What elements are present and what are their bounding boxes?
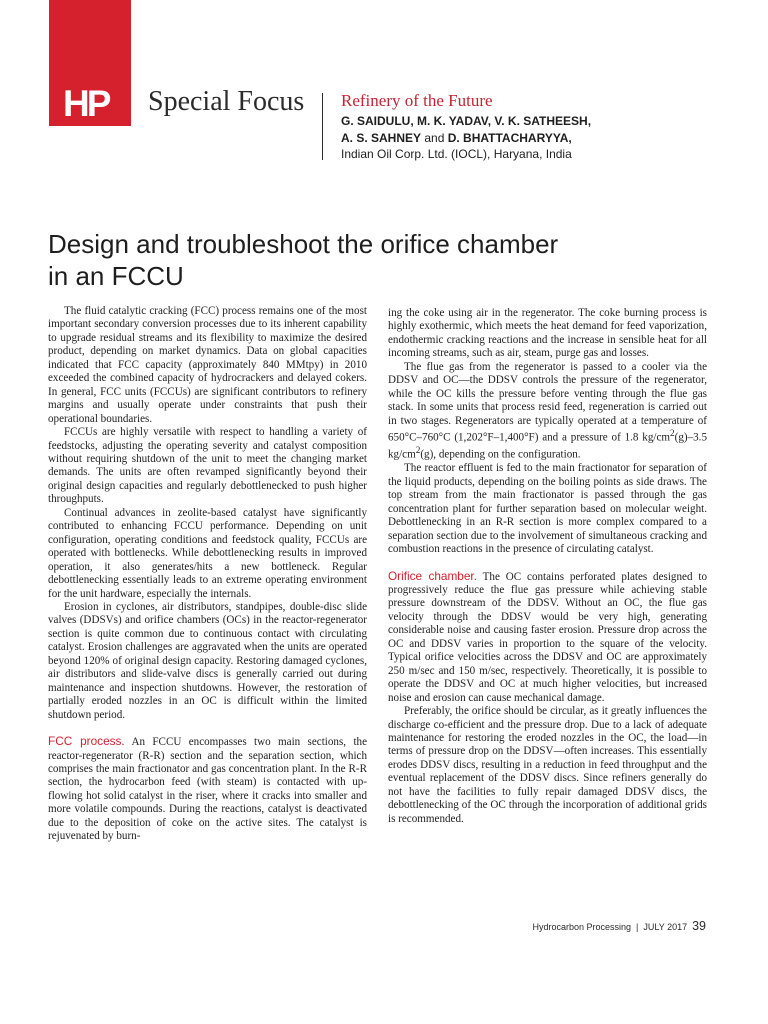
paragraph: ing the coke using air in the regenerator. The coke burning process is highly exothermic, which meets the heat demand for feed vaporization, endothermic cracking reactions and the increase in sensible heat for all incoming streams, such as air, steam, purge gas and losses.: [388, 307, 707, 360]
author-bhattacharyya: D. BHATTACHARYYA,: [447, 130, 572, 145]
superscript: 2: [415, 446, 421, 457]
paragraph: The fluid catalytic cracking (FCC) process remains one of the most important secondary conversion processes due to its inherent capability to upgrade residual streams and its flexibility to maximize the desired product, depending on market dynamics. Data on global capacities indicated that FCC capacity (approximately 840 MMtpy) in 2010 exceeded the combined capacity of hydrocrackers and delayed cokers. In general, FCC units (FCCUs) are significant contributors to refinery margins and usually operate under constraints that push their operational boundaries.: [48, 305, 367, 425]
special-focus-label: Special Focus: [148, 86, 305, 117]
paragraph: Preferably, the orifice should be circular, as it greatly influences the discharge co-efficient and the pressure drop. Due to a lack of adequate maintenance for restoring the eroded nozzles in the OC, the load—in terms of pressure drop on the DDSV—often increases. This essentially erodes DDSV discs, resulting in a reduction in feed throughput and the eventual replacement of the DDSV discs. Since refiners generally do not have the facilities to fully repair damaged DDSV discs, the debottlenecking of the OC through the incorporation of additional grids is recommended.: [388, 705, 707, 825]
text-run: (g)–3.5 kg/cm: [388, 431, 707, 461]
page-number: 39: [692, 919, 706, 933]
right-column: [388, 307, 707, 826]
text-run: (g), depending on the configuration.: [420, 448, 581, 461]
authors-line-2: [341, 130, 591, 147]
superscript: 2: [670, 429, 675, 440]
publication-name: Hydrocarbon Processing: [532, 922, 632, 932]
paragraph: Continual advances in zeolite-based catalyst have significantly contributed to enhancing FCCU performance. Depending on unit configuration, operating conditions and feedstock quality, FCCUs are operated with bottlenecks. While debottlenecking results in improved operation, it also generates/hits a new bottleneck. Regular debottlenecking essentially leads to an extreme operating environment for the unit hardware, especially the internals.: [48, 506, 367, 600]
authors-line-1: G. SAIDULU, M. K. YADAV, V. K. SATHEESH,: [341, 114, 592, 128]
text-run: The flue gas from the regenerator is passed to a cooler via the DDSV and OC—the DDSV controls the pressure of the regenerator, while the OC kills the pressure before venting through the flue gas stack. In some units that process resid feed, regeneration is carried out in two stages. Regenerators are typically operated at a temperature of 650°C–760°C (1,202°F–1,400°F) and a pressure of 1.8 kg/cm: [388, 360, 707, 444]
orifice-chamber-body: The OC contains perforated plates designed to progressively reduce the flue gas pressure while achieving stable pressure downstream of the DDSV. Without an OC, the flue gas velocity through the DDSV would be very high, generating considerable noise and causing faster erosion. Pressure drop across the OC and DDSV varies in proportion to the square of the velocity. Typical orifice velocities across the DDSV and OC are approximately 250 m/sec and 150 m/sec, respectively. Theoretically, it is possible to operate the DDSV and OC at much higher velocities, but increased noise and erosion can cause mechanical damage.: [388, 570, 707, 704]
fcc-process-paragraph: [48, 735, 367, 844]
header-divider: [322, 93, 323, 160]
fcc-process-heading: FCC process.: [48, 734, 125, 749]
page-footer: [532, 919, 706, 933]
title-line-2: in an FCCU: [48, 261, 184, 291]
paragraph: Erosion in cyclones, air distributors, standpipes, double-disc slide valves (DDSVs) and orifice chambers (OCs) in the reactor-regenerator section is quite common due to continuous contact with circulating catalyst. Erosion challenges are aggravated when the units are operated beyond 120% of original design capacity. Restoring damaged cyclones, air distributors and slide-valve discs is generally carried out during maintenance and inspection shutdowns. However, the restoration of partially eroded nozzles in an OC is difficult within the limited shutdown period.: [48, 600, 367, 721]
article-title: [48, 228, 728, 292]
paragraph: The reactor effluent is fed to the main fractionator for separation of the liquid products, depending on the boiling points as side draws. The top stream from the main fractionator is passed through the gas concentration plant for further separation based on molecular weight. Debottlenecking in an R-R section is more complex compared to a separation section due to the involvement of simultaneous cracking and combustion reactions in the presence of circulating catalyst.: [388, 462, 707, 556]
hp-logo-text: HP: [63, 83, 109, 124]
left-column: [48, 305, 367, 844]
orifice-chamber-paragraph: [388, 570, 707, 706]
author-conjunction: and: [421, 130, 448, 145]
title-line-1: Design and troubleshoot the orifice chamber: [48, 229, 559, 259]
paragraph: [388, 361, 707, 463]
fcc-process-body: An FCCU encompasses two main sections, the reactor-regenerator (R-R) section and the separation section, which comprises the main fractionator and gas concentration plant. In the R-R section, the hydrocarbon feed (with steam) is contacted with up-flowing hot solid catalyst in the riser, where it cracks into smaller and more volatile compounds. During the reactions, catalyst is deactivated due to the deposition of coke on the active sites. The catalyst is rejuvenated by burn-: [48, 736, 367, 843]
author-block: [341, 113, 591, 163]
paragraph: FCCUs are highly versatile with respect to handling a variety of feedstocks, adjusting the operating severity and catalyst composition without requiring shutdown of the unit to meet the changing market demands. The units are often revamped significantly beyond their original design capacities and regularly debottlenecked to push higher throughputs.: [48, 426, 367, 506]
footer-separator: |: [636, 922, 639, 932]
section-title: Refinery of the Future: [341, 91, 493, 110]
affiliation: Indian Oil Corp. Ltd. (IOCL), Haryana, India: [341, 147, 572, 161]
hp-logo: [49, 0, 131, 126]
orifice-chamber-heading: Orifice chamber.: [388, 568, 477, 583]
author-sahney: A. S. SAHNEY: [341, 130, 422, 145]
issue-date: JULY 2017: [643, 922, 688, 932]
